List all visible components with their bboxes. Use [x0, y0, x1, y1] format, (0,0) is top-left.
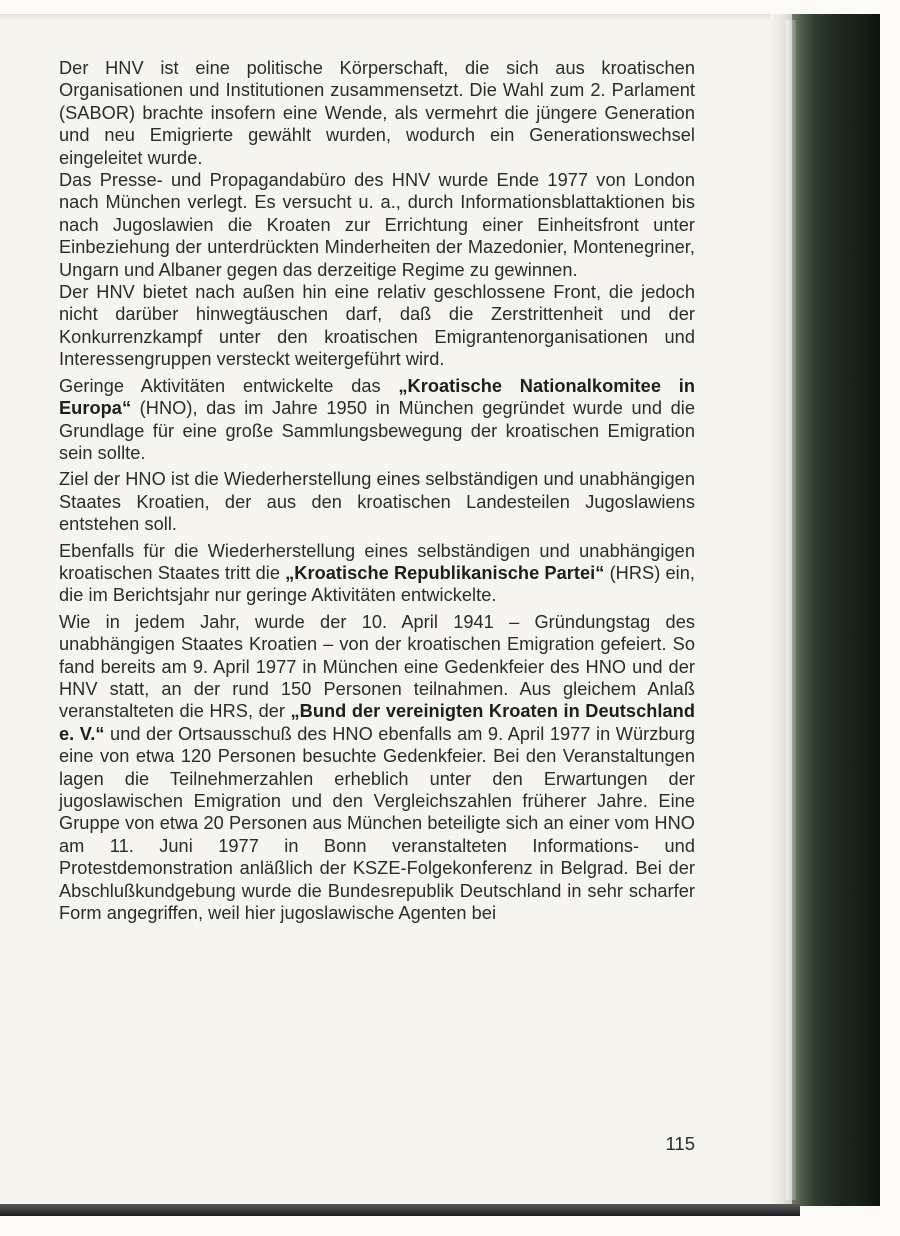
- paragraph: [59, 468, 695, 535]
- text-segment: und der Ortsausschuß des HNO ebenfalls am 9. April 1977 in Würzburg eine von etwa 120 Personen besuchte Gedenkfeier. Bei den Veranstaltungen lagen die Teilnehmerzahlen erheblich unter den Erwartungen der jugoslawischen Emigration und den Vergleichszahlen früherer Jahre. Eine Gruppe von etwa 20 Personen aus München beteiligte sich an einer vom HNO am 11. Juni 1977 in Bonn veranstalteten Informations- und Protestdemonstration anläßlich der KSZE-Folgekonferenz in Belgrad. Bei der Abschlußkundgebung wurde die Bundesrepublik Deutschland in sehr scharfer Form angegriffen, weil hier jugoslawische Agenten bei: [59, 723, 695, 924]
- body-text: [59, 57, 695, 924]
- paragraph: [59, 169, 695, 281]
- text-segment: Ziel der HNO ist die Wiederherstellung eines selbständigen und unabhängigen Staates Kroatien, der aus den kroatischen Landesteilen Jugoslawiens entstehen soll.: [59, 469, 695, 535]
- page-top-shadow: [0, 14, 792, 20]
- organization-name: „Bund der vereinigten Kroaten in Deutschland e. V.“: [59, 701, 695, 744]
- text-segment: Der HNV bietet nach außen hin eine relativ geschlossene Front, die jedoch nicht darüber hinwegtäuschen darf, daß die Zerstrittenheit und der Konkurrenzkampf unter den kroatischen Emigrantenorganisationen und Interessengruppen versteckt weitergeführt wird.: [59, 282, 695, 370]
- paragraph: [59, 281, 695, 371]
- text-segment: Geringe Aktivitäten entwickelte das: [59, 375, 399, 396]
- organization-name: „Kroatische Republikanische Partei“: [285, 562, 605, 583]
- page-bottom-edge: [0, 1204, 800, 1216]
- spine-edge: [786, 20, 796, 1200]
- paragraph: [59, 540, 695, 607]
- text-segment: Wie in jedem Jahr, wurde der 10. April 1941 – Gründungstag des unabhängigen Staates Kroatien – von der kroatischen Emigration gefeiert. So fand bereits am 9. April 1977 in München eine Gedenkfeier des HNO und der HNV statt, an der rund 150 Personen teilnahmen. Aus gleichem Anlaß veranstalteten die HRS, der: [59, 611, 695, 722]
- text-segment: Ebenfalls für die Wiederherstellung eines selbständigen und unabhängigen kroatischen Staates tritt die: [59, 540, 695, 583]
- paragraph: [59, 375, 695, 465]
- paragraph: [59, 611, 695, 925]
- text-segment: Der HNV ist eine politische Körperschaft, die sich aus kroatischen Organisationen und Institutionen zusammensetzt. Die Wahl zum 2. Parlament (SABOR) brachte insofern eine Wende, als vermehrt die jüngere Generation und neu Emigrierte gewählt wurden, wodurch ein Generationswechsel eingeleitet wurde.: [59, 58, 695, 168]
- paragraph: [59, 57, 695, 169]
- page-number: 115: [665, 1133, 695, 1154]
- organization-name: „Kroatische Nationalkomitee in Europa“: [59, 375, 695, 419]
- text-segment: (HRS) ein, die im Berichtsjahr nur geringe Aktivitäten entwickelte.: [59, 562, 696, 606]
- book-spine: [792, 14, 880, 1206]
- text-segment: Das Presse- und Propagandabüro des HNV wurde Ende 1977 von London nach München verlegt. Es versucht u. a., durch Informationsblattaktionen bis nach Jugoslawien die Kroaten zur Errichtung einer Einheitsfront unter Einbeziehung der unterdrückten Minderheiten der Mazedonier, Montenegriner, Ungarn und Albaner gegen das derzeitige Regime zu gewinnen.: [59, 170, 695, 280]
- text-segment: (HNO), das im Jahre 1950 in München gegründet wurde und die Grundlage für eine große Sammlungsbewegung der kroatischen Emigration sein sollte.: [59, 398, 695, 463]
